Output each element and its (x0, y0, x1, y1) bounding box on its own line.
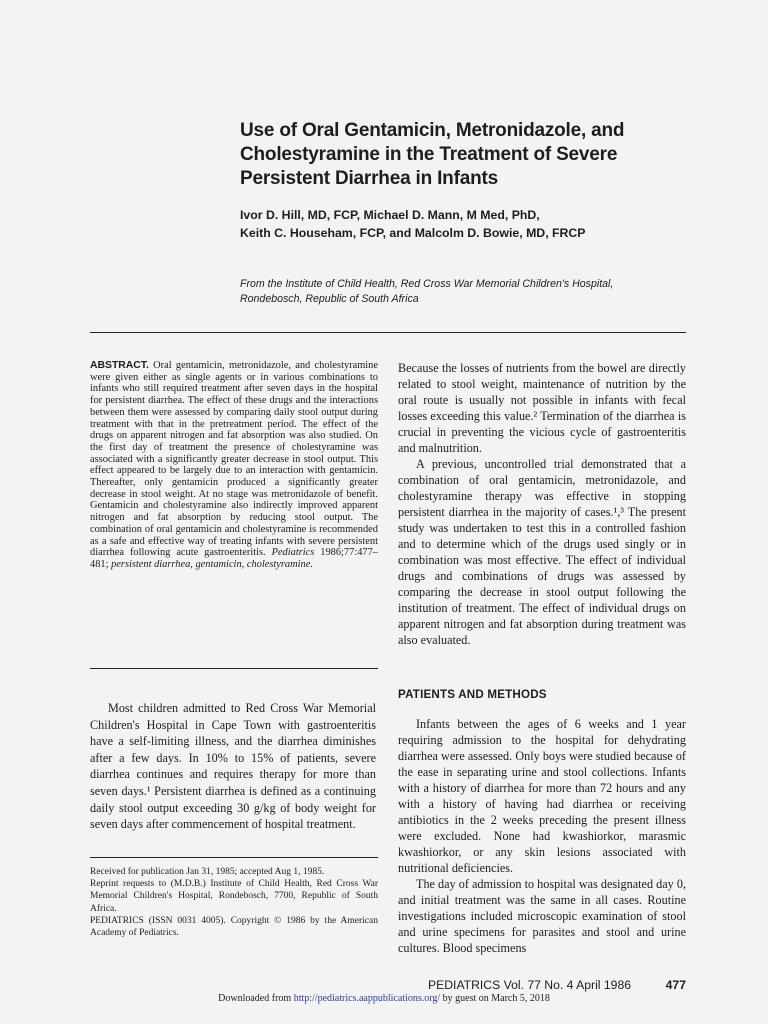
intro-paragraph: Most children admitted to Red Cross War Memorial Children's Hospital in Cape Town with gastroenteritis have a self-limiting illness, and the diarrhea diminishes after a few days. In 10% to 15% of patients, severe diarrhea continues and requires therapy for more than seven days.¹ Persistent diarrhea is defined as a continuing daily stool output exceeding 30 g/kg of body weight for seven days after commencement of hospital treatment. (90, 701, 376, 832)
abstract-divider (90, 668, 378, 669)
body-paragraph: The day of admission to hospital was designated day 0, and initial treatment was the same in all cases. Routine investigations included microscopic examination of stool and urine specimens for parasites and stool and urine cultures. Blood specimens (398, 877, 686, 955)
footnote-reprint: Reprint requests to (M.D.B.) Institute of Child Health, Red Cross War Memorial Children's Hospital, Rondebosch, 7700, Republic of South Africa. (90, 879, 378, 914)
abstract-journal: Pediatrics (271, 547, 315, 559)
footnote-received: Received for publication Jan 31, 1985; accepted Aug 1, 1985. (90, 867, 325, 877)
section-heading: PATIENTS AND METHODS (398, 688, 547, 701)
footnote (90, 866, 378, 939)
body-paragraph: Infants between the ages of 6 weeks and 1 year requiring admission to the hospital for dehydrating diarrhea were assessed. Only boys were studied because of the ease in separating urine and stool collections. Infants with a history of diarrhea for more than 72 hours and any with a history of having had diarrhea or receiving antibiotics in the 2 weeks preceding the present illness were excluded. None had kwashiorkor, marasmic kwashiorkor, or any skin lesions associated with nutritional deficiencies. (398, 717, 686, 875)
download-prefix: Downloaded from (218, 993, 294, 1004)
footnote-copyright: PEDIATRICS (ISSN 0031 4005). Copyright © 1986 by the American Academy of Pediatrics. (90, 915, 378, 939)
download-link[interactable]: http://pediatrics.aappublications.org/ (293, 993, 441, 1004)
affiliation (240, 277, 710, 307)
author-line: Keith C. Househam, FCP, and Malcolm D. Bowie, MD, FRCP (240, 226, 586, 240)
abstract-keywords: persistent diarrhea, gentamicin, cholestyramine. (111, 558, 313, 570)
intro-section (90, 700, 376, 833)
journal-citation: PEDIATRICS Vol. 77 No. 4 April 1986 (428, 978, 631, 992)
abstract (90, 360, 378, 571)
author-list (240, 206, 710, 242)
intro-continuation (398, 360, 686, 648)
affiliation-line: Rondebosch, Republic of South Africa (240, 293, 419, 305)
header-divider (90, 332, 686, 333)
title-line: Persistent Diarrhea in Infants (240, 168, 498, 189)
affiliation-line: From the Institute of Child Health, Red Cross War Memorial Children's Hospital, (240, 278, 614, 290)
download-suffix: by guest on March 5, 2018 (440, 993, 550, 1004)
page-number: 477 (665, 978, 686, 992)
journal-footer (428, 978, 686, 992)
body-paragraph: Because the losses of nutrients from the bowel are directly related to stool weight, maintenance of nutrition by the oral route is usually not possible in infants with fecal losses exceeding this value.² Termination of the diarrhea is crucial in preventing the vicious cycle of gastroenteritis and malnutrition. (398, 361, 686, 455)
abstract-citation: 1986;77:477–481; (90, 547, 378, 570)
article-title (240, 119, 710, 191)
footnote-divider (90, 857, 378, 858)
abstract-label: ABSTRACT. (90, 360, 149, 371)
abstract-text: Oral gentamicin, metronidazole, and cholestyramine were given either as single agents or in various combinations to infants who still required treatment after seven days in the hospital for persistent diarrhea. The effect of these drugs and the interactions between them were assessed by comparing daily stool output during treatment with that in the pretreatment period. The effect of the drugs on apparent nitrogen and fat absorption was also studied. On the first day of treatment the presence of cholestyramine was associated with a significantly greater decrease in stool output. This effect appeared to be largely due to an interaction with gentamicin. Thereafter, only gentamicin produced a significantly greater decrease in stool weight. At no stage was metronidazole of benefit. Gentamicin and cholestyramine also indirectly improved apparent nitrogen and fat absorption by reducing stool output. The combination of oral gentamicin and cholestyramine is recommended as a safe and effective way of treating infants with severe persistent diarrhea following acute gastroenteritis. (90, 360, 378, 559)
title-line: Use of Oral Gentamicin, Metronidazole, and (240, 120, 625, 141)
download-notice (0, 993, 768, 1004)
author-line: Ivor D. Hill, MD, FCP, Michael D. Mann, M Med, PhD, (240, 208, 540, 222)
methods-section (398, 716, 686, 956)
body-paragraph: A previous, uncontrolled trial demonstrated that a combination of oral gentamicin, metronidazole, and cholestyramine therapy was effective in stopping persistent diarrhea in the majority of cases.¹,³ The present study was undertaken to test this in a controlled fashion and to determine which of the drugs used singly or in combination was most effective. The effect of individual drugs and combinations of drugs was assessed by comparing the decrease in stool output following the institution of treatment. The effect of individual drugs on apparent nitrogen and fat absorption during treatment was also evaluated. (398, 457, 686, 647)
title-line: Cholestyramine in the Treatment of Severe (240, 144, 618, 165)
